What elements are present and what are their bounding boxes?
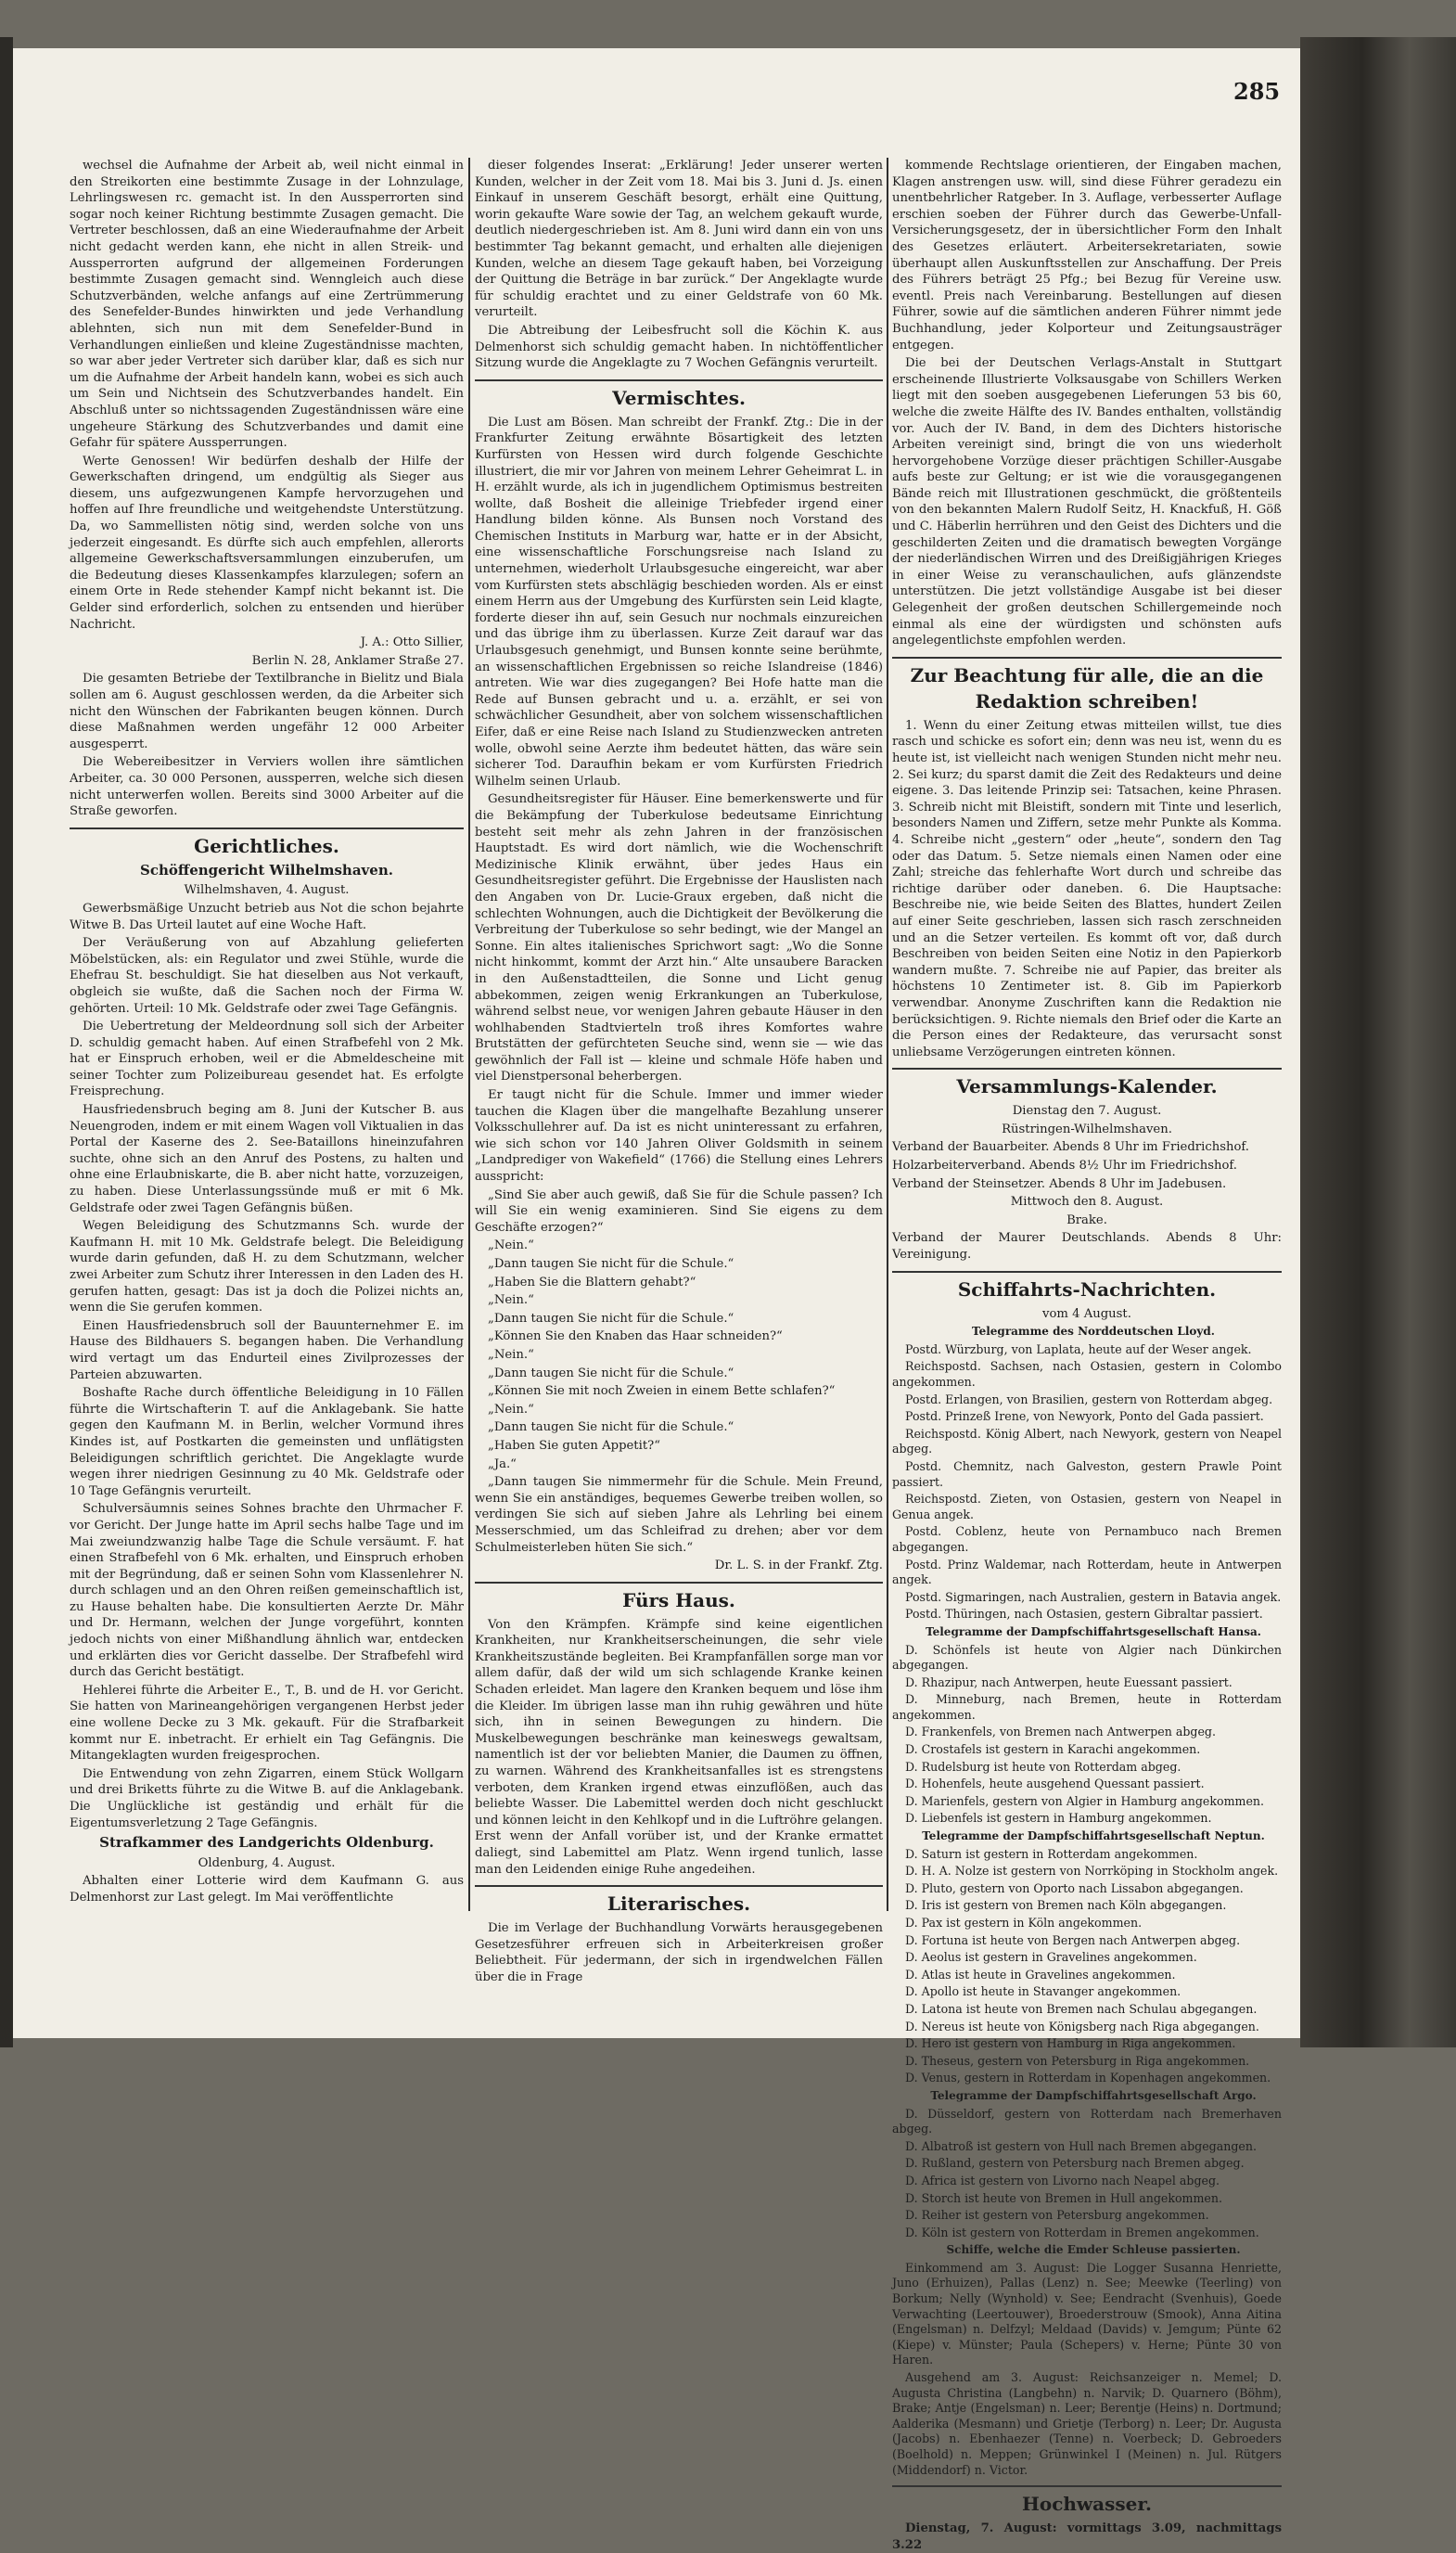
shipping-entry: D. Rudelsburg ist heute von Rotterdam abgeg. [905, 1759, 1181, 1774]
paragraph: „Nein.“ [488, 1402, 534, 1417]
shipping-entry: D. Crostafels ist gestern in Karachi angekommen. [905, 1742, 1201, 1757]
paragraph: „Nein.“ [488, 1238, 534, 1253]
shipping-entry: Ausgehend am 3. August: Reichsanzeiger n. Memel; D. Augusta Christina (Langbehn) n. Narvik; D. Quarnero (Böhm), Brake; Antje (Engelsman) n. Leer; Berentje (Heins) n. Dortmund; Aalderika (Mesmann) und Grietje (Terborg) n. Leer; Dr. Augusta (Jacobs) n. Ebenhaezer (Tenne) n. Voerbeck; D. Gebroeders (Boelhold) n. Meppen; Grünwinkel I (Meinen) n. Jul. Rütgers (Middendorf) n. Victor. [892, 2370, 1282, 2477]
shipping-entry: D. Marienfels, gestern von Algier in Hamburg angekommen. [905, 1793, 1265, 1808]
column-left [70, 158, 464, 1920]
paragraph: „Sind Sie aber auch gewiß, daß Sie für die Schule passen? Ich will Sie ein wenig examinieren. Sind Sie eigens zu dem Geschäfte erzogen?“ [475, 1187, 883, 1235]
calendar-entry: Verband der Steinsetzer. Abends 8 Uhr im Jadebusen. [892, 1176, 1227, 1191]
signature-line: Berlin N. 28, Anklamer Straße 27. [251, 653, 464, 668]
calendar-entry: Verband der Bauarbeiter. Abends 8 Uhr im Friedrichshof. [892, 1140, 1249, 1155]
subsection-heading: Schöffengericht Wilhelmshaven. [140, 861, 393, 879]
paragraph: „Nein.“ [488, 1293, 534, 1308]
shipping-entry: D. Nereus ist heute von Königsberg nach Riga abgegangen. [905, 2019, 1259, 2033]
paragraph: Einen Hausfriedensbruch soll der Bauunternehmer E. im Hause des Bildhauers S. begangen haben. Die Verhandlung wird vertagt um das Endurteil eines Zivilprozesses der Parteien abzuwarten. [70, 1318, 464, 1382]
telegram-heading: Schiffe, welche die Emder Schleuse passierten. [946, 2243, 1241, 2257]
dateline: vom 4 August. [1042, 1306, 1131, 1321]
paragraph: Die Abtreibung der Leibesfrucht soll die Köchin K. aus Delmenhorst sich schuldig gemacht haben. In nichtöffentlicher Sitzung wurde die Angeklagte zu 7 Wochen Gefängnis verurteilt. [475, 323, 883, 371]
paragraph: Von den Krämpfen. Krämpfe sind keine eigentlichen Krankheiten, nur Krankheitserscheinungen, die sehr viele Krankheitszustände begleiten. Bei Krampfanfällen sorge man vor allem dafür, daß der wild um sich schlagende Kranke keinen Schaden erleidet. Man lagere den Kranken bequem und löse ihm die Kleider. Im übrigen lasse man ihn ruhig gewähren und hüte sich, ihn in seinen Bewegungen zu hindern. Die Muskelbewegungen beschränke man keineswegs gewaltsam, namentlich ist der vor beliebten Manier, die Daumen zu öffnen, zu warnen. Während des Krankheitsanfalles ist es strengstens verboten, dem Kranken irgend etwas einzuflößen, auch das beliebte Wasser. Die Labemittel werden doch nicht geschluckt und können leicht in den Kehlkopf und in die Luftröhre gelangen. Erst wenn der Anfall vorüber ist, und der Kranke ermattet daliegt, sind Labemittel am Platz. Wenn irgend tunlich, lasse man den Leidenden einige Ruhe angedeihen. [475, 1617, 883, 1877]
shipping-entry: Postd. Prinzeß Irene, von Newyork, Ponto del Gada passiert. [905, 1409, 1264, 1424]
signature-line: J. A.: Otto Sillier, [360, 635, 464, 650]
shipping-entry: D. Venus, gestern in Rotterdam in Kopenhagen angekommen. [905, 2071, 1271, 2085]
paragraph: Die Webereibesitzer in Verviers wollen ihre sämtlichen Arbeiter, ca. 30 000 Personen, aussperren, welche sich diesen nicht unterwerfen wollen. Bereits sind 3000 Arbeiter auf die Straße geworfen. [70, 755, 464, 819]
shipping-entry: D. Theseus, gestern von Petersburg in Riga angekommen. [905, 2053, 1250, 2068]
telegram-heading: Telegramme des Norddeutschen Lloyd. [972, 1325, 1215, 1339]
section-heading: Fürs Haus. [475, 1582, 883, 1613]
dateline: Oldenburg, 4. August. [198, 1855, 336, 1870]
column-middle [475, 158, 883, 1984]
paragraph: Der Veräußerung von auf Abzahlung gelieferten Möbelstücken, als: ein Regulator und zwei Stühle, wurde die Ehefrau St. beschuldigt. Sie hat dieselben aus Not verkauft, obgleich sie wußte, daß die Sachen noch der Firma W. gehörten. Urteil: 10 Mk. Geldstrafe oder zwei Tage Gefängnis. [70, 936, 464, 1016]
paragraph: „Können Sie den Knaben das Haar schneiden?“ [488, 1329, 783, 1344]
shipping-entry: D. Düsseldorf, gestern von Rotterdam nach Bremerhaven abgeg. [892, 2106, 1282, 2136]
shipping-entry: D. Latona ist heute von Bremen nach Schulau abgegangen. [905, 2001, 1258, 2016]
signature-line: Dr. L. S. in der Frankf. Ztg. [714, 1559, 883, 1573]
shipping-entry: Reichspostd. König Albert, nach Newyork, gestern von Neapel abgeg. [892, 1426, 1282, 1456]
shipping-entry: Einkommend am 3. August: Die Logger Susanna Henriette, Juno (Erhuizen), Pallas (Lenz) n. See; Meewke (Teerling) von Borkum; Nelly (Wynhold) v. See; Eendracht (Svenhuis), Goede Verwachting (Leertouwer), Broederstrouw (Smook), Anna Aitina (Engelsman) n. Delfzyl; Meldaad (Davids) v. Jemgum; Pünte 62 (Kiepe) v. Münster; Paula (Schepers) v. Herne; Pünte 30 von Haren. [892, 2260, 1282, 2367]
paragraph: „Können Sie mit noch Zweien in einem Bette schlafen?“ [488, 1384, 836, 1399]
paragraph: Wegen Beleidigung des Schutzmanns Sch. wurde der Kaufmann H. mit 10 Mk. Geldstrafe belegt. Die Beleidigung wurde darin gefunden, daß H. zu dem Schutzmann, welcher zwei Arbeiter zum Schutz ihrer Interessen in den Laden des H. gerufen hatten, gesagt: Das ist ja doch die Polizei nichts an, wenn die Sie gerufen kommen. [70, 1219, 464, 1315]
paragraph: dieser folgendes Inserat: „Erklärung! Jeder unserer werten Kunden, welcher in der Zeit vom 18. Mai bis 3. Juni d. Js. einen Einkauf in unserem Geschäft besorgt, erhält eine Quittung, worin gekaufte Ware sowie der Tag, an welchem gekauft wurde, deutlich niedergeschrieben ist. Am 8. Juni wird dann ein von uns bestimmter Tag bekannt gemacht, und erhalten alle diejenigen Kunden, welche an diesem Tage gekauft haben, bei Vorzeigung der Quittung die Beträge in bar zurück.“ Der Angeklagte wurde für schuldig erachtet und zu einer Geldstrafe von 60 Mk. verurteilt. [475, 159, 883, 320]
shipping-entry: Postd. Erlangen, von Brasilien, gestern von Rotterdam abgeg. [905, 1392, 1273, 1406]
shipping-entry: D. Köln ist gestern von Rotterdam in Bremen angekommen. [905, 2225, 1259, 2239]
section-heading: Zur Beachtung für alle, die an die Redaktion schreiben! [892, 657, 1282, 714]
shipping-entry: Postd. Coblenz, heute von Pernambuco nach Bremen abgegangen. [892, 1524, 1282, 1554]
shipping-entry: D. Pax ist gestern in Köln angekommen. [905, 1916, 1143, 1930]
paragraph: Hehlerei führte die Arbeiter E., T., B. und de H. vor Gericht. Sie hatten von Marineangehörigen vergangenen Herbst jeder eine wollene Decke zu 3 Mk. gekauft. Für die Strafbarkeit kommt nur E. inbetracht. Er erhielt ein Tag Gefängnis. Die Mitangeklagten wurden freigesprochen. [70, 1683, 464, 1764]
shipping-entry: D. Pluto, gestern von Oporto nach Lissabon abgegangen. [905, 1880, 1244, 1895]
dateline: Dienstag den 7. August. [1012, 1104, 1162, 1119]
dateline: Wilhelmshaven, 4. August. [184, 883, 350, 898]
binding-edge-left [0, 37, 13, 2047]
shipping-entry: D. Storch ist heute von Bremen in Hull angekommen. [905, 2190, 1222, 2205]
shipping-entry: D. H. A. Nolze ist gestern von Norrköping in Stockholm angek. [905, 1864, 1279, 1879]
shipping-entry: D. Hohenfels, heute ausgehend Quessant passiert. [905, 1777, 1205, 1791]
column-rule [887, 158, 888, 1911]
shipping-entry: Reichspostd. Zieten, von Ostasien, gestern von Neapel in Genua angek. [892, 1492, 1282, 1521]
dateline: Rüstringen-Wilhelmshaven. [1002, 1122, 1172, 1136]
paragraph: Die Lust am Bösen. Man schreibt der Frankf. Ztg.: Die in der Frankfurter Zeitung erwähnte Bösartigkeit des letzten Kurfürsten von Hessen wird durch folgende Geschichte illustriert, die mir vor Jahren von meinem Lehrer Geheimrat L. in H. erzählt wurde, als ich in jugendlichem Optimismus bestreiten wollte, daß Bosheit die alleinige Triebfeder irgend einer Handlung bilden könne. Als Bunsen noch Vorstand des Chemischen Instituts in Marburg war, hatte er in der Absicht, eine wissenschaftliche Forschungsreise nach Island zu unternehmen, wiederholt Urlaubsgesuche eingereicht, war aber vom Kurfürsten stets abschlägig beschieden worden. Als er einst einem Herrn aus der Umgebung des Kurfürsten sein Leid klagte, forderte dieser ihn auf, sein Gesuch nur nochmals einzureichen und das übrige ihm zu überlassen. Kurze Zeit darauf war das Urlaubsgesuch genehmigt, und Bunsen konnte seine berühmte, an wissenschaftlichen Ergebnissen so reiche Islandreise (1846) antreten. Wie war dies zugegangen? Bei Hofe hatte man die Rede auf Bunsen gebracht und u. a. erzählt, er sei von schwächlicher Gesundheit, aber von solchem wissenschaftlichen Eifer, daß er eine Reise nach Island zu Studienzwecken antreten wolle, obwohl seine Aerzte ihm bedeutet hätten, das wäre sein sicherer Tod. Daraufhin bekam er vom Kurfürsten Friedrich Wilhelm seinen Urlaub. [475, 415, 883, 789]
telegram-heading: Telegramme der Dampfschiffahrtsgesellschaft Neptun. [922, 1829, 1265, 1843]
paragraph: Gesundheitsregister für Häuser. Eine bemerkenswerte und für die Bekämpfung der Tuberkulose bedeutsame Einrichtung besteht seit mehr als zehn Jahren in der französischen Hauptstadt. Es wird dort nämlich, wie die Wochenschrift Medizinische Klinik erwähnt, über jedes Haus ein Gesundheitsregister geführt. Die Ergebnisse der Hauslisten nach den Angaben von Dr. Lucie-Graux ergeben, daß nicht die schlechten Wohnungen, auch die Dichtigkeit der Bevölkerung die Verbreitung der Tuberkulose so sehr bedingt, wie der Mangel an Sonne. Ein altes italienisches Sprichwort sagt: „Wo die Sonne nicht hinkommt, kommt der Arzt hin.“ Alte unsaubere Baracken in den Außenstadtteilen, die Sonne und Licht genug abbekommen, zeigen wenig Erkrankungen an Tuberkulose, während selbst neue, vor wenigen Jahren gebaute Häuser in den wohlhabenden Stadtvierteln troß ihres Komfortes wahre Brutstätten der gefürchteten Seuche sind, wenn sie — wie das gewöhnlich der Fall ist — kleine und schmale Höfe haben und viel Dienstpersonal beherbergen. [475, 792, 883, 1084]
paragraph: Die Uebertretung der Meldeordnung soll sich der Arbeiter D. schuldig gemacht haben. Auf einen Strafbefehl von 2 Mk. hat er Einspruch erhoben, weil er die Abmeldescheine mit seiner Tochter zum Polizeibureau gesendet hat. Es erfolgte Freisprechung. [70, 1020, 464, 1099]
paragraph: „Haben Sie guten Appetit?“ [488, 1438, 660, 1453]
paragraph: Gewerbsmäßige Unzucht betrieb aus Not die schon bejahrte Witwe B. Das Urteil lautet auf eine Woche Haft. [70, 901, 464, 932]
shipping-entry: D. Iris ist gestern von Bremen nach Köln abgegangen. [905, 1898, 1227, 1913]
dateline: Brake. [1066, 1212, 1107, 1227]
shipping-entry: Postd. Würzburg, von Laplata, heute auf der Weser angek. [905, 1341, 1252, 1356]
paragraph: „Dann taugen Sie nicht für die Schule.“ [488, 1311, 734, 1326]
shipping-entry: D. Apollo ist heute in Stavanger angekommen. [905, 1984, 1181, 1999]
section-heading: Gerichtliches. [70, 827, 464, 859]
shipping-entry: D. Liebenfels ist gestern in Hamburg angekommen. [905, 1811, 1212, 1826]
shipping-entry: Reichspostd. Sachsen, nach Ostasien, gestern in Colombo angekommen. [892, 1359, 1282, 1389]
section-heading: Versammlungs-Kalender. [892, 1068, 1282, 1099]
paragraph: Er taugt nicht für die Schule. Immer und immer wieder tauchen die Klagen über die mangelhafte Bezahlung unserer Volksschullehrer auf. Da ist es nicht uninteressant zu erfahren, wie sich schon vor 140 Jahren Oliver Goldsmith in seinem „Landprediger von Wakefield“ (1766) die Stellung eines Lehrers ausspricht: [475, 1088, 883, 1185]
paragraph: wechsel die Aufnahme der Arbeit ab, weil nicht einmal in den Streikorten eine bestimmte Zusage in der Lohnzulage, Lehrlingswesen rc. gemacht ist. In den Aussperrorten sind sogar noch keiner Richtung bestimmte Zusagen gemacht. Die Vertreter beschlossen, daß an eine Wiederaufnahme der Arbeit nicht gedacht werden kann, ehe nicht in allen Streik- und Aussperrorten aufgrund der allgemeinen Forderungen bestimmte Zusagen gemacht sind. Wenngleich auch diese Schutzverbänden, welche anfangs auf eine Zertrümmerung des Senefelder-Bundes hinwirkten und jede Verhandlung ablehnten, sich nun mit dem Senefelder-Bund in Verhandlungen einließen und kleine Zugeständnisse machten, so war aber jeder Vertreter sich darüber klar, daß es sich nur um die Aufnahme der Arbeit handeln kann, wobei es sich auch um Sein und Nichtsein des Schutzverbandes handelt. Ein Abschluß unter so nichtssagenden Zugeständnissen wäre eine ungeheure Stärkung des Schutzverbandes und damit eine Gefahr für spätere Aussperrungen. [70, 159, 464, 451]
section-heading: Vermischtes. [475, 379, 883, 411]
shipping-entry: Postd. Thüringen, nach Ostasien, gestern Gibraltar passiert. [905, 1607, 1263, 1622]
paragraph: kommende Rechtslage orientieren, der Eingaben machen, Klagen anstrengen usw. will, sind diese Führer geradezu ein unentbehrlicher Ratgeber. In 3. Auflage, verbesserter Auflage erschien soeben der Führer durch das Gewerbe-Unfall-Versicherungsgesetz, der in übersichtlicher Form den Inhalt des Gesetzes erläutert. Arbeitersekretariaten, sowie überhaupt allen Auskunftsstellen zur Anschaffung. Der Preis des Führers beträgt 25 Pfg.; bei Bezug für Vereine usw. eventl. Preis nach Vereinbarung. Bestellungen auf diesen Führer, sowie auf die sämtlichen anderen Führer nimmt jede Buchhandlung, jeder Kolporteur und Zeitungsausträger entgegen. [892, 159, 1282, 353]
column-rule [468, 158, 470, 1911]
shipping-entry: Postd. Chemnitz, nach Galveston, gestern Prawle Point passiert. [892, 1458, 1282, 1489]
paragraph: Schulversäumnis seines Sohnes brachte den Uhrmacher F. vor Gericht. Der Junge hatte im April sechs halbe Tage und im Mai zweiundzwanzig halbe Tage die Schule versäumt. F. hat einen Strafbefehl von 6 Mk. erhalten, und Einspruch erhoben mit der Begründung, daß er seinen Sohn vom Klassenlehrer N. durch schlagen und an den Ohren reißen gemeinschaftlich ist, zu Hause behalten habe. Die konsultierten Aerzte Dr. Mähr und Dr. Hermann, welchen der Junge vorgeführt, konnten jedoch nichts von einer Mißhandlung ähnlich war, entdecken und erklärten dies vor Gericht dasselbe. Der Strafbefehl wird durch das Gericht bestätigt. [70, 1502, 464, 1680]
page-number: 285 [1233, 78, 1281, 105]
paragraph: „Haben Sie die Blattern gehabt?“ [488, 1275, 696, 1289]
column-right [892, 158, 1282, 2552]
shipping-entry: D. Saturn ist gestern in Rotterdam angekommen. [905, 1846, 1198, 1861]
paragraph: Die gesamten Betriebe der Textilbranche in Bielitz und Biala sollen am 6. August geschlossen werden, da die Arbeiter sich nicht den Wünschen der Fabrikanten beugen können. Durch diese Maßnahmen werden ungefähr 12 000 Arbeiter ausgesperrt. [70, 672, 464, 751]
section-heading: Schiffahrts-Nachrichten. [892, 1271, 1282, 1302]
shipping-entry: D. Rhazipur, nach Antwerpen, heute Euessant passiert. [905, 1674, 1232, 1689]
calendar-entry: Holzarbeiterverband. Abends 8½ Uhr im Friedrichshof. [892, 1159, 1237, 1174]
shipping-entry: D. Minneburg, nach Bremen, heute in Rotterdam angekommen. [892, 1692, 1282, 1722]
shipping-entry: D. Reiher ist gestern von Petersburg angekommen. [905, 2208, 1209, 2223]
shipping-entry: D. Aeolus ist gestern in Gravelines angekommen. [905, 1950, 1197, 1965]
paragraph: 1. Wenn du einer Zeitung etwas mitteilen willst, tue dies rasch und schicke es sofort ein; denn was neu ist, wenn du es heute ist, ist vielleicht nach wenigen Stunden nicht mehr neu. 2. Sei kurz; du sparst damit die Zeit des Redakteurs und deine eigene. 3. Das leitende Prinzip sei: Tatsachen, keine Phrasen. 3. Schreib nicht mit Bleistift, sondern mit Tinte und leserlich, besonders Namen und Ziffern, setze mehr Punkte als Komma. 4. Schreibe nicht „gestern“ oder „heute“, sondern den Tag oder das Datum. 5. Setze niemals einen Namen oder eine Zahl; streiche das fehlerhafte Wort durch und schreibe das richtige darüber oder daneben. 6. Die Hauptsache: Beschreibe nie, wie beide Seiten des Blattes, hundert Zeilen auf einer Seite geschrieben, lassen sich rasch zerschneiden und an die Setzer verteilen. Es kommt oft vor, daß durch Beschreiben von beiden Seiten eine Notiz in den Papierkorb wandern mußte. 7. Schreibe nie auf Papier, das breiter als höchstens 10 Zentimeter ist. 8. Gib im Papierkorb verwendbar. Anonyme Zuschriften kann die Redaktion nie berücksichtigen. 9. Richte niemals den Brief oder die Karte an die Person eines der Redakteure, das verursacht sonst unliebsame Verzögerungen eintreten können. [892, 718, 1282, 1059]
telegram-heading: Telegramme der Dampfschiffahrtsgesellschaft Hansa. [926, 1624, 1261, 1638]
book-spine [1300, 37, 1456, 2047]
paragraph: „Ja.“ [488, 1456, 517, 1471]
paragraph: „Dann taugen Sie nicht für die Schule.“ [488, 1366, 734, 1380]
section-heading: Hochwasser. [892, 2485, 1282, 2517]
shipping-entry: D. Schönfels ist heute von Algier nach Dünkirchen abgegangen. [892, 1642, 1282, 1673]
shipping-entry: D. Fortuna ist heute von Bergen nach Antwerpen abgeg. [905, 1932, 1241, 1947]
shipping-entry: Postd. Sigmaringen, nach Australien, gestern in Batavia angek. [905, 1589, 1282, 1604]
paragraph: „Dann taugen Sie nicht für die Schule.“ [488, 1257, 734, 1271]
shipping-entry: D. Africa ist gestern von Livorno nach Neapel abgeg. [905, 2173, 1220, 2187]
section-heading: Literarisches. [475, 1885, 883, 1917]
tide-entry: Dienstag, 7. August: vormittags 3.09, nachmittags 3.22 [892, 2521, 1282, 2552]
paragraph: „Dann taugen Sie nimmermehr für die Schule. Mein Freund, wenn Sie ein anständiges, bequemes Gewerbe treiben wollen, so verdingen Sie sich auf sieben Jahre als Lehrling bei einem Messerschmied, um das Schleifrad zu drehen; aber vor dem Schulmeisterleben hüten Sie sich.“ [475, 1475, 883, 1555]
shipping-entry: Postd. Prinz Waldemar, nach Rotterdam, heute in Antwerpen angek. [892, 1557, 1282, 1587]
paragraph: Abhalten einer Lotterie wird dem Kaufmann G. aus Delmenhorst zur Last gelegt. Im Mai veröffentlichte [70, 1874, 464, 1905]
paragraph: Die Entwendung von zehn Zigarren, einem Stück Wollgarn und drei Briketts führte zu die Witwe B. auf die Anklagebank. Die Unglückliche ist geständig und erhält für die Eigentumsverletzung 2 Tage Gefängnis. [70, 1766, 464, 1830]
paragraph: Hausfriedensbruch beging am 8. Juni der Kutscher B. aus Neuengroden, indem er mit einem Wagen voll Viktualien in das Portal der Kaserne des 2. See-Bataillons hineinzufahren suchte, ohne sich an den Anruf des Postens, zu halten und ohne eine Erlaubniskarte, die B. aber nicht hatte, vorzuzeigen, zu haben. Diese Unterlassungssünde muß er mit 6 Mk. Geldstrafe oder zwei Tagen Gefängnis büßen. [70, 1103, 464, 1215]
paragraph: „Nein.“ [488, 1347, 534, 1362]
paragraph: Die im Verlage der Buchhandlung Vorwärts herausgegebenen Gesetzesführer erfreuen sich in Arbeiterkreisen großer Beliebtheit. Für jedermann, der sich in irgendwelchen Fällen über die in Frage [475, 1921, 883, 1984]
subsection-heading: Strafkammer des Landgerichts Oldenburg. [99, 1834, 434, 1852]
telegram-heading: Telegramme der Dampfschiffahrtsgesellschaft Argo. [930, 2088, 1257, 2102]
shipping-entry: D. Hero ist gestern von Hamburg in Riga angekommen. [905, 2036, 1236, 2051]
paragraph: „Dann taugen Sie nicht für die Schule.“ [488, 1420, 734, 1435]
shipping-entry: D. Frankenfels, von Bremen nach Antwerpen abgeg. [905, 1725, 1216, 1739]
paragraph: Werte Genossen! Wir bedürfen deshalb der Hilfe der Gewerkschaften dringend, um endgültig als Sieger aus diesem, uns aufgezwungenen Kampfe hervorzugehen und hoffen auf Ihre freundliche und weitgehendste Unterstützung. Da, wo Sammellisten nötig sind, werden solche von uns jederzeit eingesandt. Es dürfte sich auch empfehlen, allerorts allgemeine Gewerkschaftsversammlungen einzuberufen, um die Bedeutung dieses Klassenkampfes klarzulegen; sofern an einem Orte in Rede stehender Kampf nicht bekannt ist. Die Gelder sind erforderlich, solchen zu entsenden und hierüber Nachricht. [70, 454, 464, 632]
calendar-entry: Verband der Maurer Deutschlands. Abends 8 Uhr: Vereinigung. [892, 1231, 1282, 1263]
paragraph: Die bei der Deutschen Verlags-Anstalt in Stuttgart erscheinende Illustrierte Volksausgabe von Schillers Werken liegt mit den soeben ausgegebenen Lieferungen 53 bis 60, welche die zweite Hälfte des IV. Bandes enthalten, vollständig vor. Auch der IV. Band, in dem des Dichters historische Arbeiten vereinigt sind, bringt die von uns wiederholt hervorgehobene Vorzüge dieser prächtigen Schiller-Ausgabe aufs beste zur Geltung; er ist wie die vorausgegangenen Bände reich mit Illustrationen geschmückt, die größtenteils von den bekannten Malern Rudolf Seitz, H. Knackfuß, H. Göß und C. Häberlin herrühren und den Geist des Dichters und die geschilderten Zeiten und die dramatisch bewegten Vorgänge der niederländischen Wirren und des Dreißigjährigen Krieges in einer Weise zu veranschaulichen, aufs glänzendste unterstützen. Die jetzt vollständige Ausgabe ist bei dieser Gelegenheit der großen deutschen Schillergemeinde noch einmal als eine der würdigsten und schönsten aufs angelegentlichste empfohlen werden. [892, 356, 1282, 648]
shipping-entry: D. Atlas ist heute in Gravelines angekommen. [905, 1967, 1176, 1982]
shipping-entry: D. Rußland, gestern von Petersburg nach Bremen abgeg. [905, 2156, 1245, 2171]
dateline: Mittwoch den 8. August. [1010, 1195, 1164, 1210]
shipping-entry: D. Albatroß ist gestern von Hull nach Bremen abgegangen. [905, 2138, 1257, 2153]
paragraph: Boshafte Rache durch öffentliche Beleidigung in 10 Fällen führte die Wirtschafterin T. auf die Anklagebank. Sie hatte gegen den Kaufmann M. in Berlin, welcher Vormund ihres Kindes ist, auf Postkarten die gemeinsten und unflätigsten Beleidigungen schriftlich gerichtet. Die Angeklagte wurde wegen ihrer niedrigen Gesinnung zu 40 Mk. Geldstrafe oder 10 Tage Gefängnis verurteilt. [70, 1386, 464, 1498]
